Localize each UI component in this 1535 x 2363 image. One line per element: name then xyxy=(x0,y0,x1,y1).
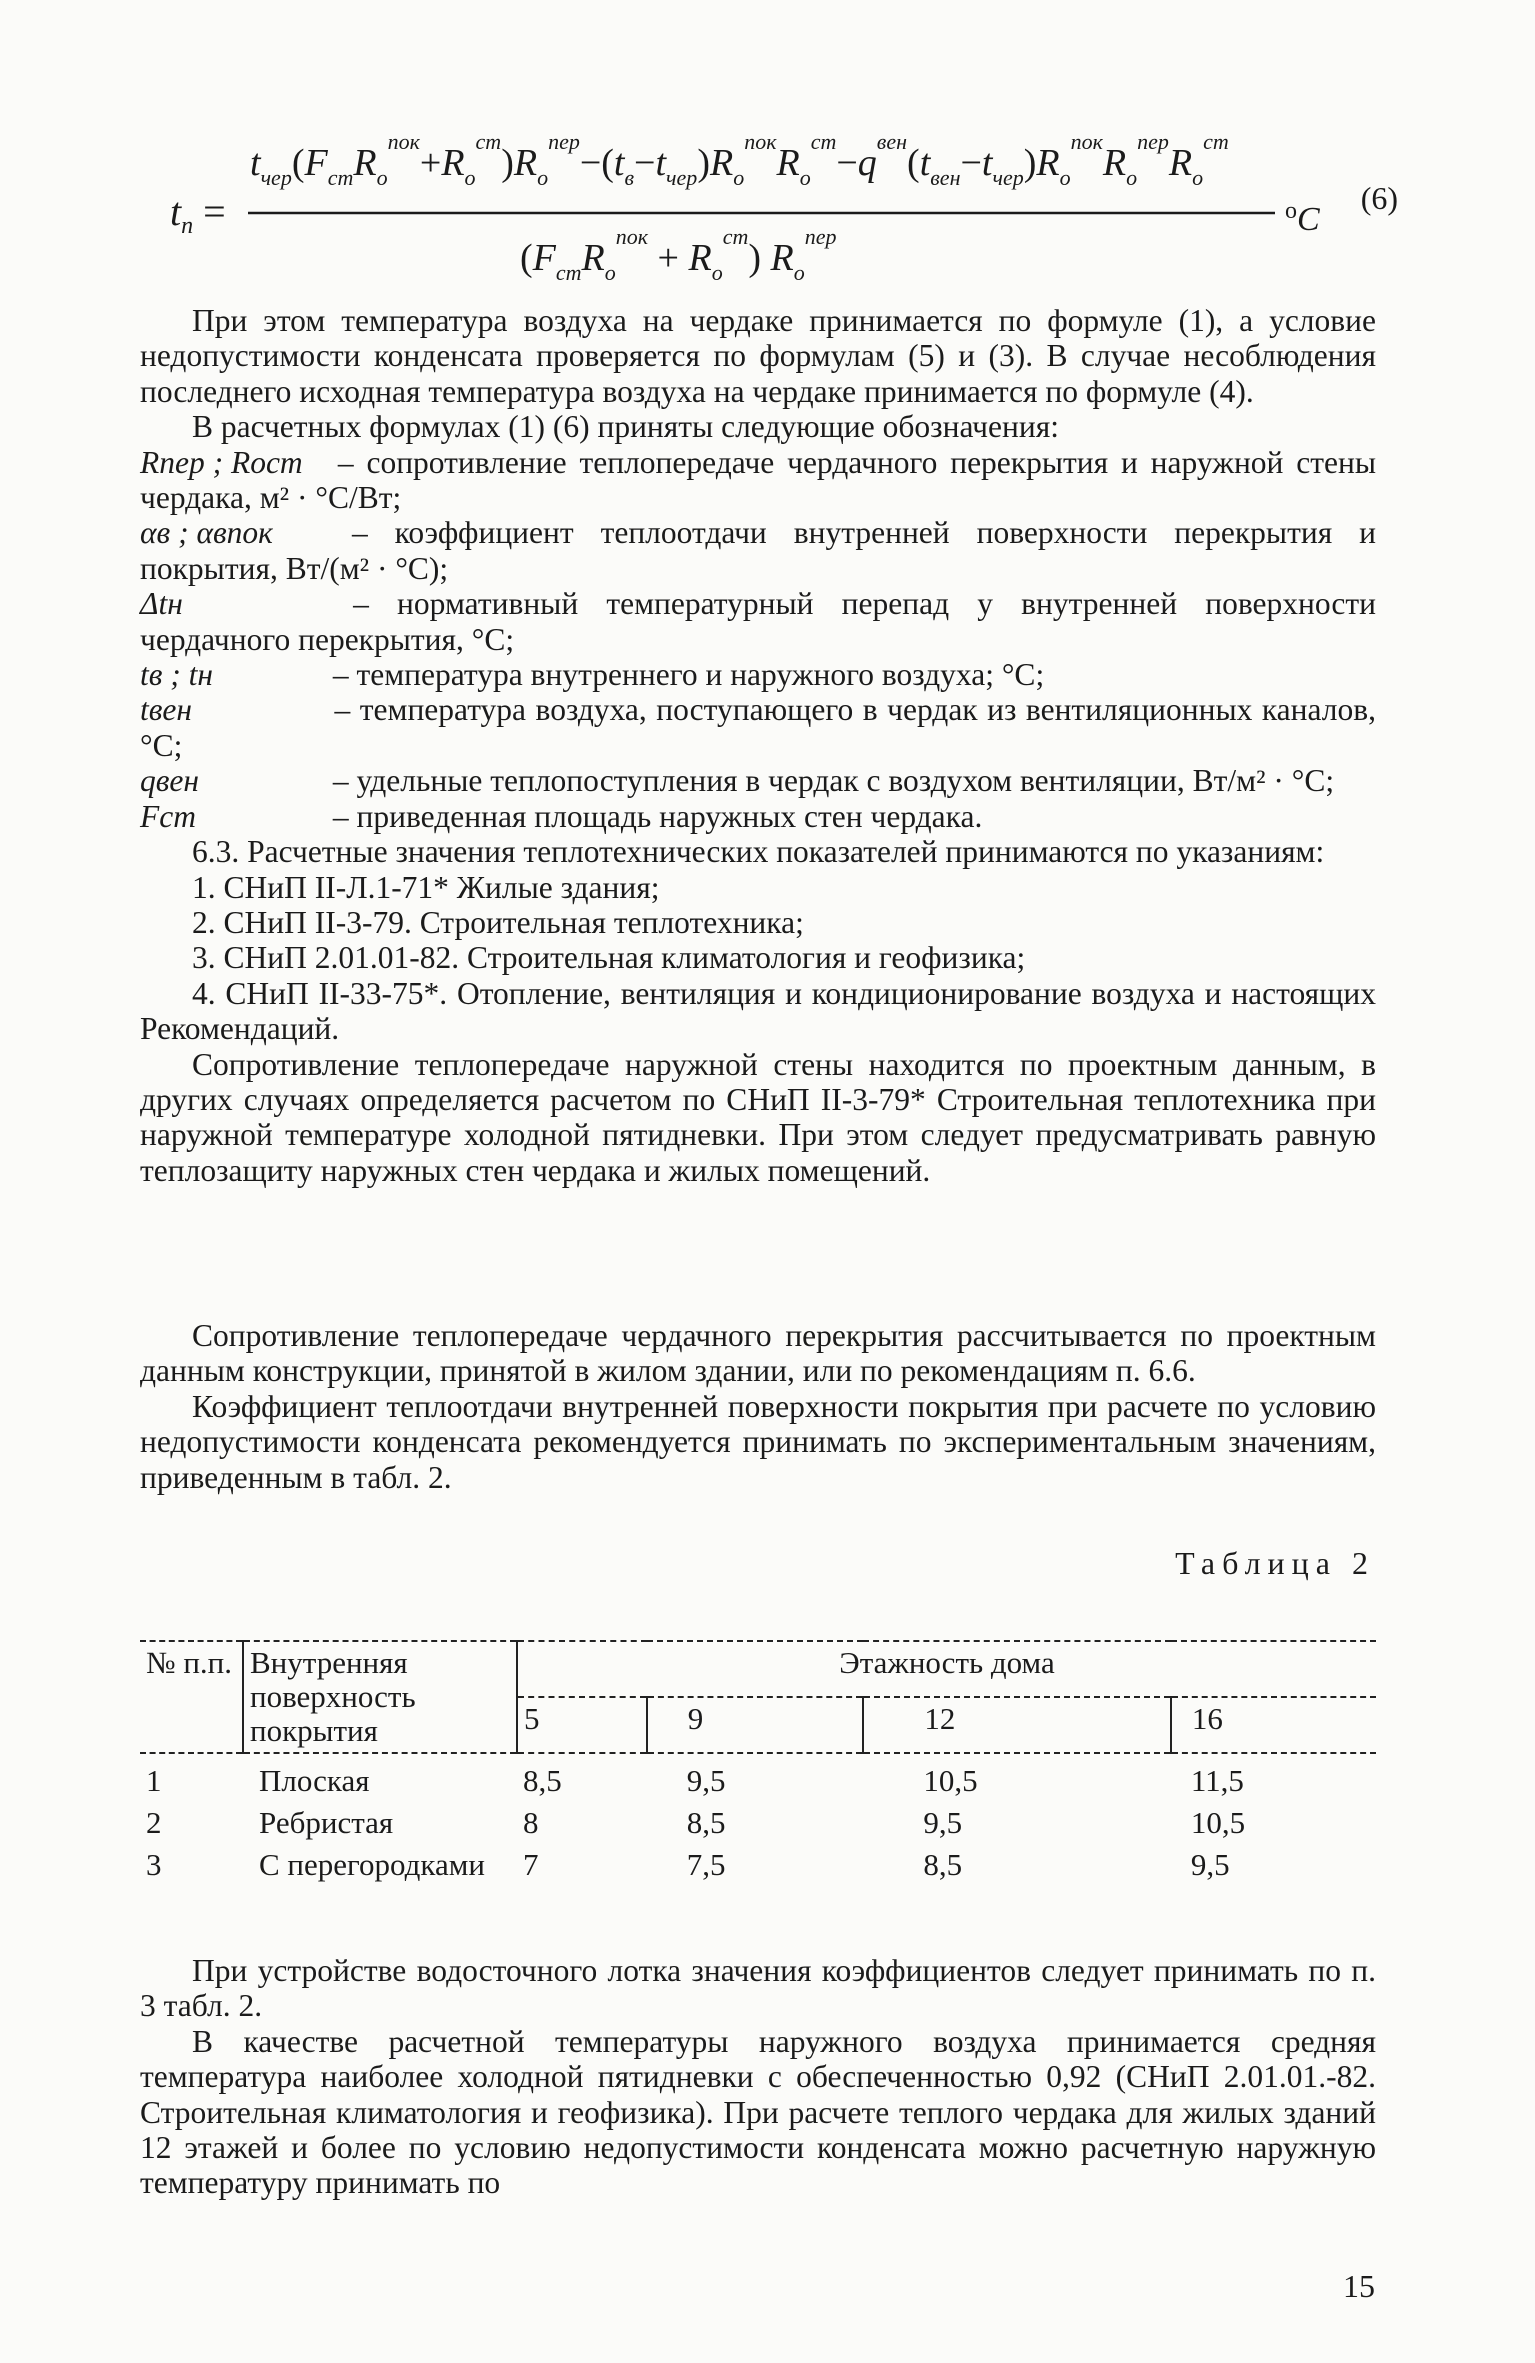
col-header-floor: 16 xyxy=(1171,1697,1376,1753)
notation-item: tв ; tн – температура внутреннего и наружного воздуха; °С; xyxy=(140,657,1045,693)
col-header-no: № п.п. xyxy=(140,1641,243,1753)
paragraph-5: Коэффициент теплоотдачи внутренней поверхности покрытия при расчете по условию недопустимости конденсата рекомендуется принимать по экспериментальным значениям, приведенным в табл. 2. xyxy=(140,1388,1376,1495)
norm-item: 3. СНиП 2.01.01-82. Строительная климатология и геофизика; xyxy=(192,940,1026,976)
text-block-3 xyxy=(140,1953,1376,2201)
paragraph-6: При устройстве водосточного лотка значения коэффициентов следует принимать по п. 3 табл. 2. xyxy=(140,1953,1376,2024)
notation-list xyxy=(140,445,1376,834)
table-2 xyxy=(140,1640,1376,1886)
norms-list xyxy=(140,870,1376,1047)
notation-item: Rпер ; Roст – сопротивление теплопередаче чердачного перекрытия и наружной стены чердака, м² · °С/Вт; xyxy=(140,444,1377,516)
formula-unit: $^o$C xyxy=(1285,198,1320,238)
table-row: 1 Плоская 8,5 9,5 10,5 11,5 xyxy=(140,1753,1376,1802)
notation-item: Fст – приведенная площадь наружных стен чердака. xyxy=(140,798,983,834)
text-block-2 xyxy=(140,1318,1376,1495)
notation-item: Δtн – нормативный температурный перепад у внутренней поверхности чердачного перекрытия, °С; xyxy=(140,586,1376,657)
col-header-surface: Внутренняя поверхность покрытия xyxy=(243,1641,517,1753)
col-header-floor: 5 xyxy=(517,1697,647,1753)
formula-numerator: $t_{чер}(F_{ст}R_o^{пок}+R_o^{ст})R_o^{пер}-(t_в-t_{чер})R_o^{пок}R_o^{ст}-q^{вен}(t_{вен}-t_{чер})R_o^{пок}R_o^{пер}R_o^{ст}$ xyxy=(250,129,1229,190)
table-caption: Таблица 2 xyxy=(1175,1545,1375,1581)
paragraph-7: В качестве расчетной температуры наружного воздуха принимается средняя температура наиболее холодной пятидневки с обеспеченностью 0,92 (СНиП 2.01.01.-82. Строительная климатология и геофизика). При расчете теплого чердака для жилых зданий 12 этажей и более по условию недопустимости конденсата можно расчетную наружную температуру принимать по xyxy=(140,2023,1376,2201)
notation-item: tвен – температура воздуха, поступающего в чердак из вентиляционных каналов, °С; xyxy=(140,692,1377,763)
paragraph-4: Сопротивление теплопередаче чердачного перекрытия рассчитывается по проектным данным конструкции, принятой в жилом здании, или по рекомендациям п. 6.6. xyxy=(140,1318,1376,1389)
notation-item: qвен – удельные теплопоступления в чердак с воздухом вентиляции, Вт/м² · °С; xyxy=(140,763,1335,799)
section-6-3-heading: 6.3. Расчетные значения теплотехнических показателей принимаются по указаниям: xyxy=(192,834,1325,870)
page-number: 15 xyxy=(1343,2268,1375,2304)
norm-item: 1. СНиП II-Л.1-71* Жилые здания; xyxy=(192,869,660,905)
paragraph-1: При этом температура воздуха на чердаке принимается по формуле (1), а условие недопустимости конденсата проверяется по формулам (5) и (3). В случае несоблюдения последнего исходная температура воздуха на чердаке принимается по формуле (4). xyxy=(140,303,1376,409)
text-block-1 xyxy=(140,303,1376,1188)
formula-graphic xyxy=(170,105,1420,305)
col-header-floor: 9 xyxy=(647,1697,864,1753)
paragraph-3: Сопротивление теплопередаче наружной стены находится по проектным данным, в других случаях определяется расчетом по СНиП II-3-79* Строительная теплотехника при наружной температуре холодной пятидневки. При этом следует предусматривать равную теплозащиту наружных стен чердака и жилых помещений. xyxy=(140,1046,1376,1188)
formula-lhs: $t_п$ = xyxy=(170,189,226,239)
table-row: 3 С перегородками 7 7,5 8,5 9,5 xyxy=(146,1847,1230,1882)
norm-item: 4. СНиП II-33-75*. Отопление, вентиляция и кондиционирование воздуха и настоящих Рекомендаций. xyxy=(140,975,1376,1047)
col-header-floor: 12 xyxy=(863,1697,1170,1753)
table-row: 2 Ребристая 8 8,5 9,5 10,5 xyxy=(146,1805,1246,1840)
norm-item: 2. СНиП II-3-79. Строительная теплотехника; xyxy=(192,904,804,940)
formula-6 xyxy=(170,105,1420,305)
equation-number: (6) xyxy=(1360,180,1398,216)
formula-denominator: $(F_{ст}R_o^{пок} + R_o^{ст})$ $R_o^{пер}$ xyxy=(520,224,837,285)
col-header-floors-group: Этажность дома xyxy=(517,1641,1376,1697)
notation-item: αв ; αвпок – коэффициент теплоотдачи внутренней поверхности перекрытия и покрытия, Вт/(м² · °С); xyxy=(140,515,1377,586)
paragraph-2: В расчетных формулах (1) (6) приняты следующие обозначения: xyxy=(192,409,1059,445)
